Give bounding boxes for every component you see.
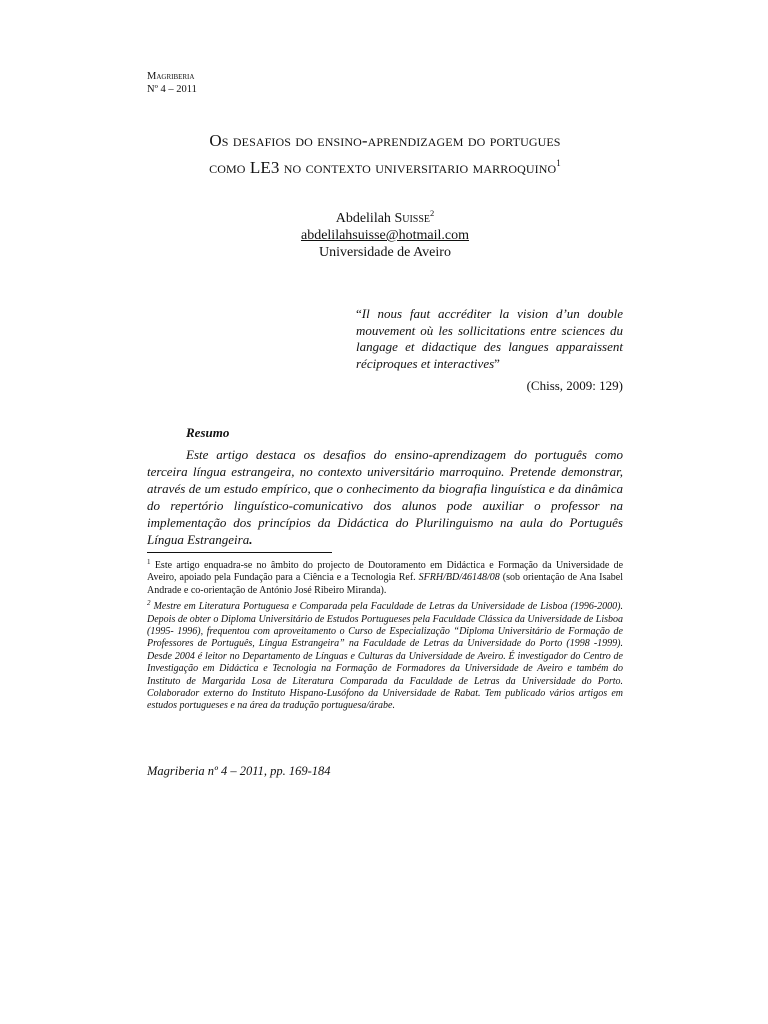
- author-block: [150, 205, 620, 261]
- title-line-2: como LE3 no contexto universitario marroquino$^1$: [209, 158, 561, 177]
- epigraph-citation: (Chiss, 2009: 129): [526, 378, 623, 393]
- epigraph-text: Il nous faut accréditer la vision d’un double mouvement où les sollicitations entre sciences du langage et didactique des langues apparaissent réciproques et interactives: [356, 306, 623, 371]
- footnote-1: $^1$ Este artigo enquadra-se no âmbito do projecto de Doutoramento em Didáctica e Formação da Universidade de Aveiro, apoiado pela Fundação para a Ciência e a Tecnologia Ref. SFRH/BD/46148/08 (sob orientação de Ana Isabel Andrade e co-orientação de António José Ribeiro Miranda).: [147, 558, 624, 596]
- author-affiliation: Universidade de Aveiro: [319, 245, 451, 260]
- title-line-1: Os desafios do ensino-aprendizagem do portugues: [209, 131, 561, 150]
- footnotes: [147, 556, 623, 713]
- article-title: [100, 130, 670, 179]
- author-footnote-ref: 2: [430, 208, 435, 218]
- title-footnote-ref: 1: [556, 158, 561, 168]
- journal-header: [147, 70, 197, 96]
- author-name: Abdelilah Suisse$^2$: [335, 208, 435, 226]
- footnote-2: $^2$ Mestre em Literatura Portuguesa e Comparada pela Faculdade de Letras da Universidade de Lisboa (1996-2000). Depois de obter o Diploma Universitário de Estudos Portugueses pela Faculdade Clássica da Universidade de Lisboa (1995- 1996), frequentou com aproveitamento o Curso de Especialização “Diploma Universitário de Formação de Professores de Português, Língua Estrangeira” na Faculdade de Letras da Universidade do Porto (1998 -1999). Desde 2004 é leitor no Departamento de Línguas e Culturas da Universidade de Aveiro. É investigador do Centro de Investigação em Didáctica e Tecnologia na Formação de Formadores da Universidade de Aveiro e também do Instituto de Margarida Losa de Literatura Comparada da Faculdade de Letras da Universidade do Porto. Colaborador externo do Instituto Hispano-Lusófono da Universidade de Rabat. Tem publicado vários artigos em estudos portugueses e na área da tradução portuguesa/árabe.: [147, 599, 624, 712]
- abstract-heading: Resumo: [186, 425, 230, 440]
- journal-name: Magriberia: [147, 71, 195, 82]
- footnote-divider: [147, 552, 332, 553]
- abstract-text: Este artigo destaca os desafios do ensino-aprendizagem do português como terceira língua estrangeira, no contexto universitário marroquino. Pretende demonstrar, através de um estudo empírico, que o conhecimento da biografia linguística e da dinâmica do repertório linguístico-comunicativo dos alunos pode auxiliar o professor na implementação dos princípios da Didáctica do Plurilinguismo na aula do Português Língua Estrangeira.: [147, 447, 623, 547]
- author-email-link[interactable]: abdelilahsuisse@hotmail.com: [300, 228, 470, 243]
- page-footer-citation: Magriberia nº 4 – 2011, pp. 169-184: [147, 764, 331, 778]
- epigraph-quote: “Il nous faut accréditer la vision d’un double mouvement où les sollicitations entre sciences du langage et didactique des langues apparaissent réciproques et interactives”: [356, 306, 623, 371]
- issue-number: Nº 4 – 2011: [147, 84, 197, 95]
